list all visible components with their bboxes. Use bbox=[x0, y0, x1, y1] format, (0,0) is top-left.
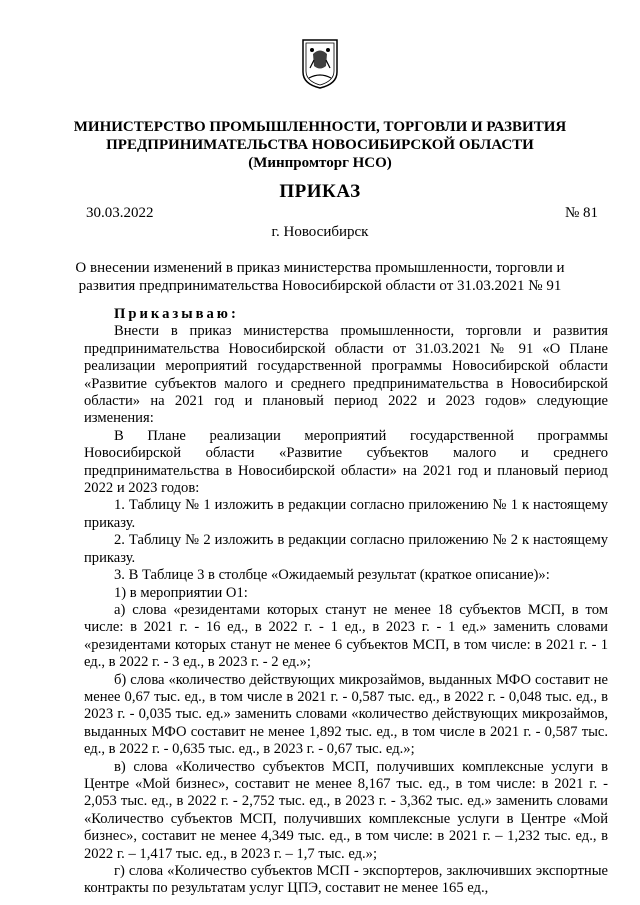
paragraph: 2. Таблицу № 2 изложить в редакции согласно приложению № 2 к настоящему приказу. bbox=[84, 532, 608, 566]
ministry-short-name: (Минпромторг НСО) bbox=[248, 155, 392, 171]
order-number: № 81 bbox=[564, 205, 598, 221]
paragraph: Внести в приказ министерства промышленности, торговли и развития предпринимательства Новосибирской области от 31.03.2021 № 91 «О Плане реализации мероприятий государственной программы Новосибирской области «Развитие субъектов малого и среднего предпринимательства в Новосибирской области» на 2021 год и плановый период 2022 и 2023 годов» следующие изменения: bbox=[84, 323, 608, 427]
paragraph: в) слова «Количество субъектов МСП, получивших комплексные услуги в Центре «Мой бизнес», составит не менее 8,167 тыс. ед., в том числе: в 2021 г. - 2,053 тыс. ед., в 2022 г. - 2,752 тыс. ед., в 2023 г. - 3,362 тыс. ед.» заменить словами «Количество субъектов МСП, получивших комплексные услуги в Центре «Мой бизнес», составит не менее 4,349 тыс. ед., в том числе: в 2021 г. – 1,232 тыс. ед., в 2022 г. – 1,417 тыс. ед., в 2023 г. – 1,7 тыс. ед.»; bbox=[84, 758, 608, 862]
paragraph: г) слова «Количество субъектов МСП - экспортеров, заключивших экспортные контракты по результатам услуг ЦПЭ, составит не менее 165 ед., bbox=[84, 863, 608, 897]
order-body bbox=[84, 306, 608, 898]
paragraph: 3. В Таблице 3 в столбце «Ожидаемый результат (краткое описание)»: bbox=[114, 567, 550, 584]
paragraph: В Плане реализации мероприятий государственной программы Новосибирской области «Развитие субъектов малого и среднего предпринимательства в Новосибирской области» на 2021 год и плановый период 2022 и 2023 годов: bbox=[84, 427, 608, 497]
order-title: ПРИКАЗ bbox=[279, 181, 361, 202]
order-date: 30.03.2022 bbox=[86, 205, 154, 221]
paragraph: 1) в мероприятии О1: bbox=[114, 584, 248, 601]
coat-of-arms-icon bbox=[301, 38, 339, 90]
ministry-name-line-1: МИНИСТЕРСТВО ПРОМЫШЛЕННОСТИ, ТОРГОВЛИ И РАЗВИТИЯ bbox=[73, 119, 567, 135]
order-subject: О внесении изменений в приказ министерства промышленности, торговли и развития предпринимательства Новосибирской области от 31.03.2021 № 91 bbox=[75, 260, 565, 294]
order-directive: Приказываю: bbox=[114, 306, 239, 322]
paragraph: 1. Таблицу № 1 изложить в редакции согласно приложению № 1 к настоящему приказу. bbox=[84, 497, 608, 531]
ministry-name-line-2: ПРЕДПРИНИМАТЕЛЬСТВА НОВОСИБИРСКОЙ ОБЛАСТИ bbox=[106, 137, 534, 153]
paragraph: а) слова «резидентами которых станут не менее 18 субъектов МСП, в том числе: в 2021 г. - 16 ед., в 2022 г. - 1 ед., в 2023 г. - 1 ед.» заменить словами «резидентами которых станут не менее 6 субъектов МСП, в том числе: в 2021 г. - 1 ед., в 2022 г. - 3 ед., в 2023 г. - 2 ед.»; bbox=[84, 601, 608, 671]
order-city: г. Новосибирск bbox=[271, 224, 369, 240]
paragraph: б) слова «количество действующих микрозаймов, выданных МФО составит не менее 0,67 тыс. ед., в том числе в 2021 г. - 0,587 тыс. ед., в 2022 г. - 0,048 тыс. ед., в 2023 г. - 0,035 тыс. ед.» заменить словами «количество действующих микрозаймов, выданных МФО составит не менее 1,892 тыс. ед., в том числе в 2021 г. - 0,587 тыс. ед., в 2022 г. - 0,635 тыс. ед., в 2023 г. - 0,67 тыс. ед.»; bbox=[84, 671, 608, 758]
